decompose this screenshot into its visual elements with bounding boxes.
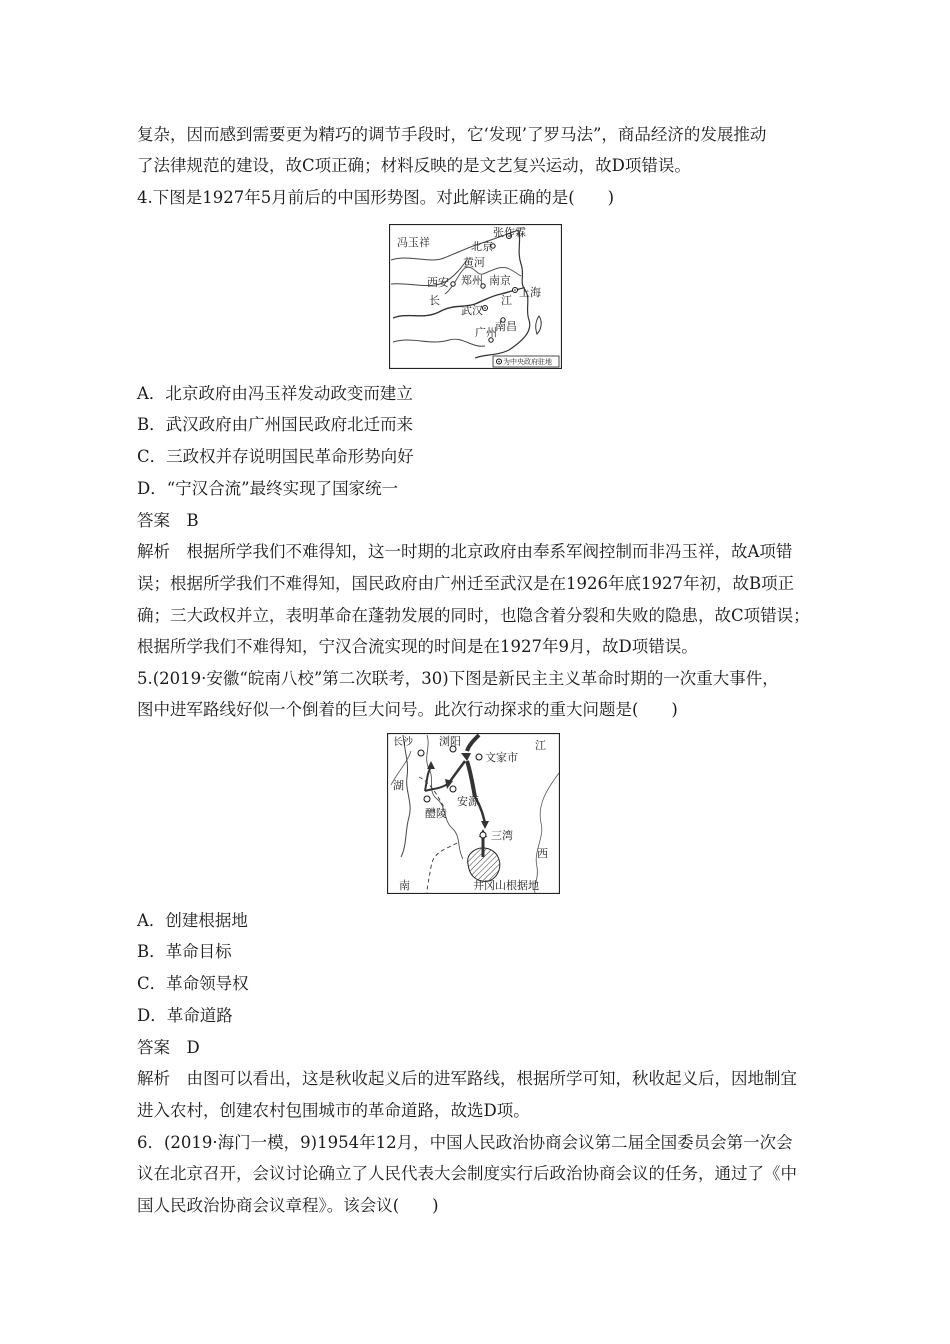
q6-stem-2: 议在北京召开，会议讨论确立了人民代表大会制度实行后政治协商会议的任务，通过了《中 — [137, 1164, 797, 1183]
map-label-zz: 郑州 — [461, 274, 483, 287]
q4-option-a: A．北京政府由冯玉祥发动政变而建立 — [137, 384, 413, 403]
q4-answer: 答案 B — [137, 511, 199, 530]
map-label-nan: 南 — [399, 879, 410, 892]
map-label-fyx: 冯玉祥 — [397, 236, 430, 249]
map-label-ay: 安源 — [457, 795, 479, 808]
q5-option-c: C．革命领导权 — [137, 974, 249, 993]
map-label-ly: 浏阳 — [439, 735, 461, 748]
map-label-gz: 广州 — [475, 326, 497, 339]
q6-stem-1: 6．(2019·海门一模，9)1954年12月，中国人民政治协商会议第二届全国委员会第一次会 — [137, 1133, 793, 1152]
map-label-nj: 南京 — [489, 274, 511, 287]
map-label-chang: 长 — [429, 294, 440, 307]
map-legend: 为中央政府驻地 — [503, 358, 552, 366]
q4-analysis-2: 误；根据所学我们不难得知，国民政府由广州迁至武汉是在1926年底1927年初，故B项正 — [137, 574, 795, 593]
q4-analysis-1: 解析 根据所学我们不难得知，这一时期的北京政府由奉系军阀控制而非冯玉祥，故A项错 — [137, 542, 793, 561]
q4-analysis-3: 确；三大政权并立，表明革命在蓬勃发展的同时，也隐含着分裂和失败的隐患，故C项错误； — [137, 606, 810, 625]
q5-answer: 答案 D — [137, 1038, 200, 1057]
q4-china-map — [389, 224, 562, 369]
q4-stem: 4.下图是1927年5月前后的中国形势图。对此解读正确的是( ) — [137, 188, 615, 207]
map-label-xa: 西安 — [427, 276, 449, 289]
map-label-zzl: 张作霖 — [493, 226, 526, 239]
map-label-jgs: 井冈山根据地 — [473, 879, 539, 892]
map-label-jiang: 江 — [501, 294, 512, 307]
map-label-liling: 醴陵 — [425, 807, 447, 820]
intro-line-2: 了法律规范的建设，故C项正确；材料反映的是文艺复兴运动，故D项错误。 — [137, 156, 691, 175]
map-label-hh: 黄河 — [463, 256, 485, 269]
map-label-sh: 上海 — [519, 286, 541, 299]
q4-option-b: B．武汉政府由广州国民政府北迁而来 — [137, 415, 414, 434]
map-label-cs: 长沙 — [393, 737, 413, 748]
map-label-nc: 南昌 — [495, 320, 517, 333]
q6-stem-3: 国人民政治协商会议章程》。该会议( ) — [137, 1196, 439, 1215]
map-label-jiang2: 江 — [535, 739, 546, 752]
q5-stem-2: 图中进军路线好似一个倒着的巨大问号。此次行动探求的重大问题是( ) — [137, 700, 678, 719]
intro-line-1: 复杂，因而感到需要更为精巧的调节手段时，它‘发现’了罗马法”，商品经济的发展推动 — [137, 125, 767, 144]
q4-option-c: C．三政权并存说明国民革命形势向好 — [137, 447, 414, 466]
q4-option-d: D．“宁汉合流”最终实现了国家统一 — [137, 479, 399, 498]
map-label-hu: 湖 — [393, 779, 404, 792]
q5-route-map — [387, 733, 560, 894]
q5-option-a: A．创建根据地 — [137, 911, 248, 930]
q5-analysis-2: 进入农村，创建农村包围城市的革命道路，故选D项。 — [137, 1101, 530, 1120]
q5-stem-1: 5.(2019·安徽“皖南八校”第二次联考，30)下图是新民主主义革命时期的一次重大事件， — [137, 669, 779, 688]
q5-option-d: D．革命道路 — [137, 1006, 233, 1025]
q5-analysis-1: 解析 由图可以看出，这是秋收起义后的进军路线，根据所学可知，秋收起义后，因地制宜 — [137, 1069, 797, 1088]
q5-option-b: B．革命目标 — [137, 942, 232, 961]
map-label-wh: 武汉 — [461, 304, 483, 317]
map-label-sw: 三湾 — [491, 829, 513, 842]
map-label-xi: 西 — [537, 847, 548, 860]
map-label-bj: 北京 — [471, 240, 493, 253]
map-label-wjs: 文家市 — [485, 751, 518, 764]
q4-analysis-4: 根据所学我们不难得知，宁汉合流实现的时间是在1927年9月，故D项错误。 — [137, 637, 698, 656]
